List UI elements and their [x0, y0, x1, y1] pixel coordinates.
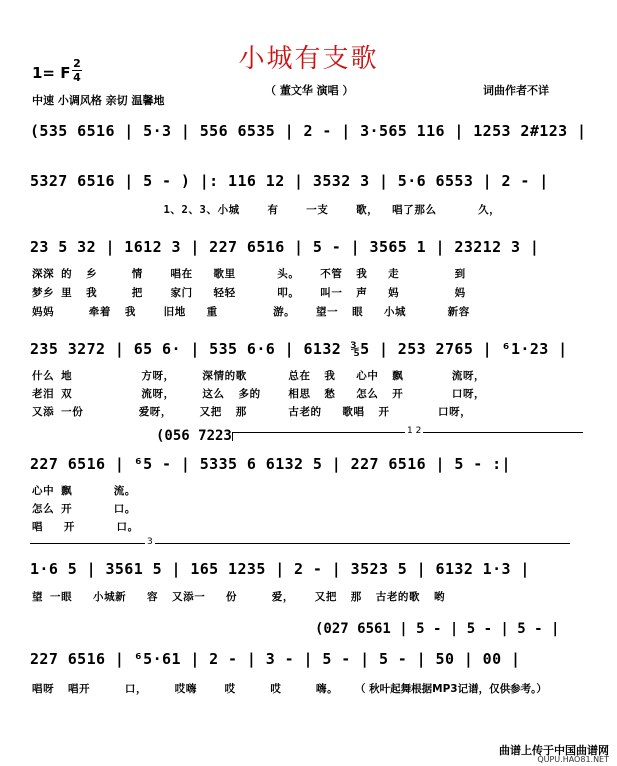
volta-label-1-2: 1 2: [407, 426, 422, 436]
singer-credit: （ 董文华 演唱 ）: [265, 84, 354, 97]
lyric-line-5-3: 唱 开 口。: [32, 521, 139, 533]
notation-line-2: 5327 6516 | 5 - ) |: 116 12 | 3532 3 | 5·6 6553 | 2 - |: [30, 172, 549, 190]
tempo-marking: 中速 小调风格 亲切 温馨地: [32, 94, 165, 107]
page-title: 小城有支歌: [238, 44, 379, 74]
lyric-line-4-3: 又添 一份 爱呀， 又把 那 古老的 歌唱 开 口呀，: [32, 406, 472, 418]
time-signature-top: 2: [73, 57, 81, 70]
site-footer: 曲谱上传于中国曲谱网: [499, 744, 609, 757]
time-signature-bottom: 4: [73, 71, 81, 84]
lyric-line-6-1: 望 一眼 小城新 容 又添一 份 爱， 又把 那 古老的歌 哟: [32, 591, 446, 603]
site-url: QUPU.HAO81.NET: [537, 755, 609, 764]
notation-line-5: 227 6516 | ⁶5 - | 5335 6 6132 5 | 227 6516 | 5 - :|: [30, 455, 511, 473]
notation-line-1: (535 6516 | 5·3 | 556 6535 | 2 - | 3·565 116 | 1253 2#123 |: [30, 122, 587, 140]
lyric-line-4-2: 老泪 双 流呀， 这么 多的 相思 愁 怎么 开 口呀，: [32, 388, 486, 400]
transcription-note: （ 秋叶起舞根据MP3记谱，仅供参考。）: [355, 683, 547, 695]
interlude-notation: (056 7223: [156, 428, 232, 444]
key-signature: 1= F: [32, 64, 71, 82]
notation-line-6: 1·6 5 | 3561 5 | 165 1235 | 2 - | 3523 5 | 6132 1·3 |: [30, 560, 530, 578]
lyric-line-5-1: 心中 飘 流。: [32, 485, 136, 497]
time-signature: [72, 58, 82, 83]
ending-ornament-notation: (027 6561 | 5 - | 5 - | 5 - |: [315, 621, 560, 637]
notation-line-4: 235 3272 | 65 6· | 535 6·6 | 6132 ⅗5 | 253 2765 | ⁶1·23 |: [30, 340, 568, 358]
lyric-line-3-3: 妈妈 牵着 我 旧地 重 游。 望一 眼 小城 新容: [32, 306, 470, 318]
lyric-line-5-2: 怎么 开 口。: [32, 503, 136, 515]
volta-label-3: 3: [147, 537, 153, 547]
lyric-line-4-1: 什么 地 方呀， 深情的歌 总在 我 心中 飘 流呀，: [32, 370, 486, 382]
lyric-line-7-1: 唱呀 唱开 口， 哎嗨 哎 哎 嗨。: [32, 683, 339, 695]
notation-line-3: 23 5 32 | 1612 3 | 227 6516 | 5 - | 3565 1 | 23212 3 |: [30, 238, 540, 256]
notation-line-7: 227 6516 | ⁶5·61 | 2 - | 3 - | 5 - | 5 - | 50 | 00 |: [30, 650, 521, 668]
lyric-line-3-1: 深深 的 乡 情 唱在 歌里 头。 不管 我 走 到: [32, 268, 466, 280]
composer-credit: 词曲作者不详: [483, 84, 549, 97]
lyric-line-3-2: 梦乡 里 我 把 家门 轻轻 叩。 叫一 声 妈 妈: [32, 287, 466, 299]
volta-bracket-3: [30, 543, 570, 544]
lyric-line-2-1: 1、2、3、小城 有 一支 歌， 唱了那么 久，: [32, 204, 501, 216]
